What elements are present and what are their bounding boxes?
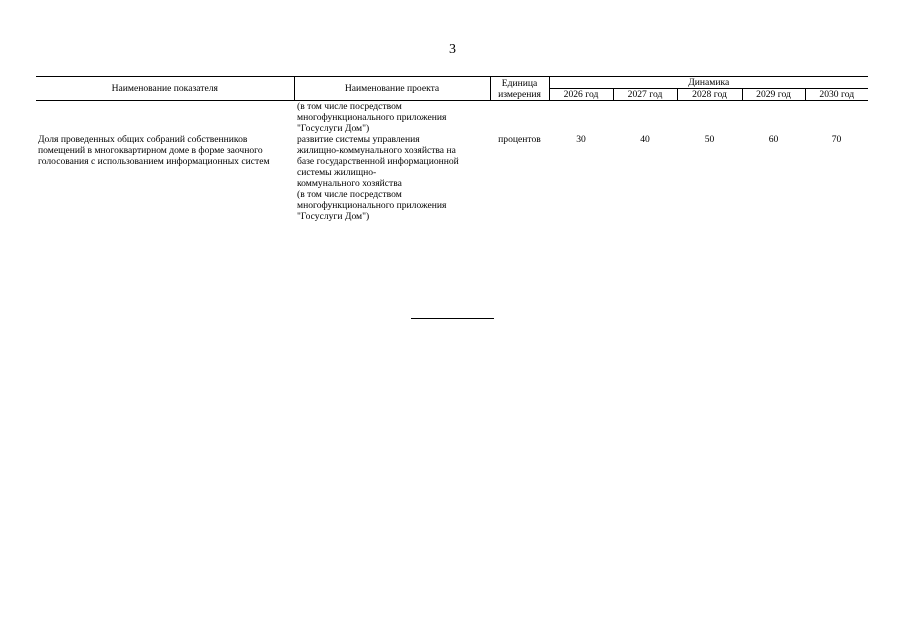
indicator-line: голосования с использованием информационных систем (38, 156, 270, 168)
indicator-cell (36, 134, 294, 222)
value-2030: 70 (831, 134, 842, 146)
continuation-indicator-cell (36, 101, 294, 135)
header-year-2030: 2030 год (805, 89, 868, 101)
value-2029: 60 (768, 134, 779, 146)
continuation-project-line: (в том числе посредством (297, 101, 402, 113)
value-2026: 30 (576, 134, 586, 146)
continuation-project-cell (294, 101, 490, 135)
continuation-row (36, 101, 868, 135)
project-line: развитие системы управления (297, 134, 420, 146)
project-line: базе государственной информационной (297, 156, 459, 168)
project-line: коммунального хозяйства (297, 178, 402, 190)
continuation-project-line: "Госуслуги Дом") (297, 123, 370, 135)
header-unit (490, 77, 549, 101)
indicator-line: помещений в многоквартирном доме в форме заочного (38, 145, 263, 157)
project-line: "Госуслуги Дом") (297, 211, 370, 223)
header-unit-line-2: измерения (498, 88, 541, 100)
page-number: 3 (449, 42, 456, 57)
header-year-2026: 2026 год (549, 89, 613, 101)
header-unit-line-1: Единица (501, 77, 538, 89)
header-year-2029: 2029 год (742, 89, 805, 101)
indicator-line: Доля проведенных общих собраний собственников (38, 134, 248, 146)
header-year-2028: 2028 год (677, 89, 742, 101)
project-line: системы жилищно- (297, 167, 377, 179)
table-row (36, 134, 868, 222)
header-year-2027: 2027 год (613, 89, 677, 101)
value-2028: 50 (704, 134, 715, 146)
value-2027: 40 (640, 134, 650, 146)
unit-cell: процентов (498, 134, 541, 146)
end-separator-line (411, 318, 494, 319)
project-cell (294, 134, 490, 222)
project-line: (в том числе посредством (297, 189, 402, 201)
header-project: Наименование проекта (294, 77, 490, 101)
project-line: жилищно-коммунального хозяйства на (297, 145, 456, 157)
indicator-table (36, 76, 868, 222)
project-line: многофункционального приложения (297, 200, 447, 212)
header-indicator: Наименование показателя (36, 77, 294, 101)
continuation-project-line: многофункционального приложения (297, 112, 447, 124)
header-dynamics: Динамика (549, 77, 868, 89)
